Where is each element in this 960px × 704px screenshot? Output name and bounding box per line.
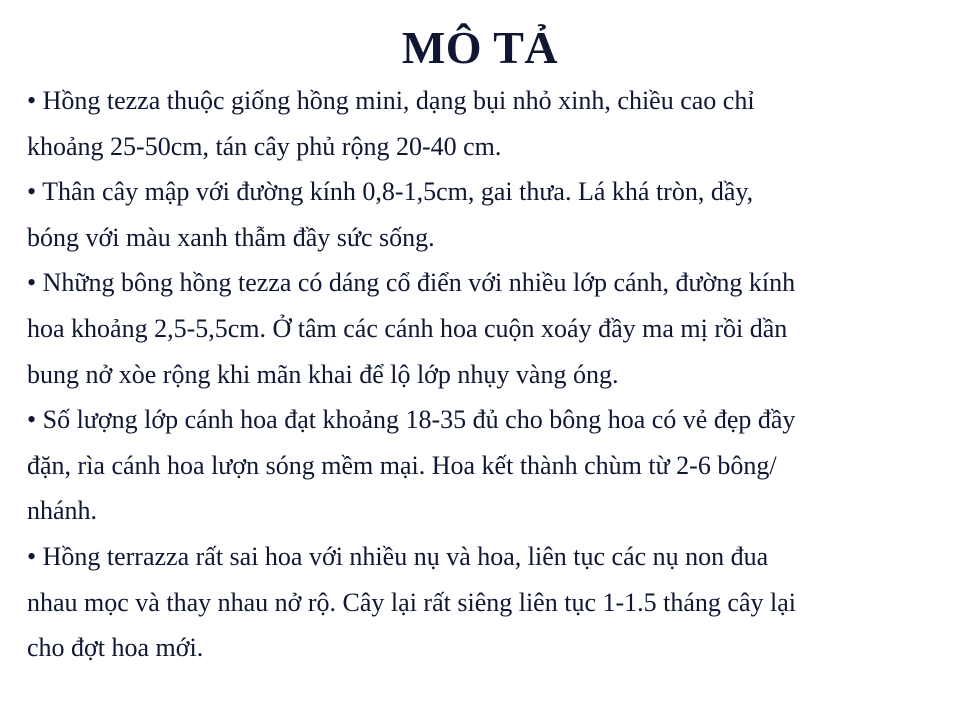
text-line: • Hồng tezza thuộc giống hồng mini, dạng bụi nhỏ xinh, chiều cao chỉ — [27, 86, 755, 115]
description-paragraph — [27, 534, 939, 671]
text-line: nhau mọc và thay nhau nở rộ. Cây lại rất siêng liên tục 1-1.5 tháng cây lại — [27, 587, 796, 617]
text-line: khoảng 25-50cm, tán cây phủ rộng 20-40 cm. — [27, 131, 502, 161]
text-line: bóng với màu xanh thẫm đầy sức sống. — [27, 222, 435, 252]
text-line: đặn, rìa cánh hoa lượn sóng mềm mại. Hoa kết thành chùm từ 2-6 bông/ — [27, 450, 777, 480]
text-line: nhánh. — [27, 496, 98, 526]
description-paragraph — [27, 260, 939, 397]
page-title: MÔ TẢ — [401, 22, 559, 73]
text-line: • Số lượng lớp cánh hoa đạt khoảng 18-35 đủ cho bông hoa có vẻ đẹp đầy — [27, 405, 796, 435]
description-paragraph — [27, 78, 939, 169]
text-line: bung nở xòe rộng khi mãn khai để lộ lớp nhụy vàng óng. — [27, 359, 619, 389]
description-paragraph — [27, 397, 939, 534]
description-body — [27, 78, 939, 671]
text-line: • Thân cây mập với đường kính 0,8-1,5cm, gai thưa. Lá khá tròn, dầy, — [27, 177, 754, 207]
text-line: • Những bông hồng tezza có dáng cổ điển với nhiều lớp cánh, đường kính — [27, 268, 796, 298]
description-paragraph — [27, 169, 939, 260]
text-line: cho đợt hoa mới. — [27, 633, 204, 663]
text-line: hoa khoảng 2,5-5,5cm. Ở tâm các cánh hoa cuộn xoáy đầy ma mị rồi dần — [27, 313, 788, 343]
text-line: • Hồng terrazza rất sai hoa với nhiều nụ và hoa, liên tục các nụ non đua — [27, 541, 769, 571]
